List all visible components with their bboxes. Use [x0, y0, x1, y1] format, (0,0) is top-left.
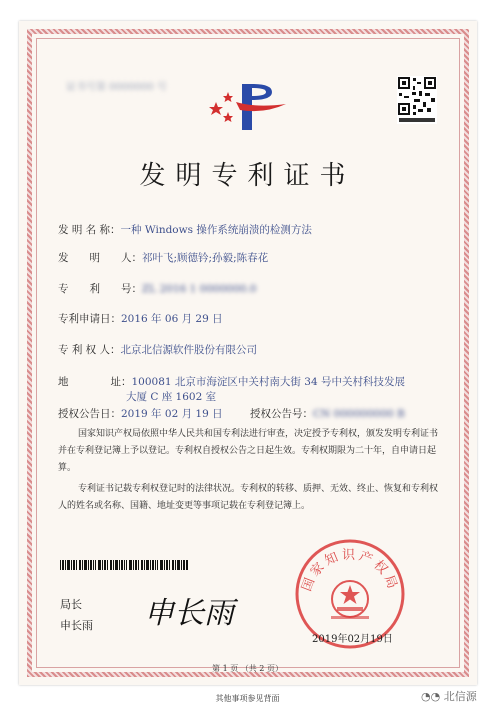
grant-statement-paragraph: 国家知识产权局依照中华人民共和国专利法进行审查，决定授予专利权，颁发发明专利证书并在专利登记簿上予以登记。专利权自授权公告之日起生效。专利权期限为二十年，自申请日起算。 [58, 429, 439, 473]
director-handwritten-signature: 申长雨 [144, 596, 234, 631]
watermark-text: 北信源 [443, 690, 477, 703]
grant-number-value: CN 000000000 B [313, 408, 405, 420]
watermark [421, 688, 477, 704]
field-filing-date [58, 311, 223, 326]
patent-number-label: 专 利 号： [58, 283, 142, 295]
field-grant-date [58, 406, 223, 421]
grant-date-value: 2019 年 02 月 19 日 [121, 408, 223, 420]
patent-number-value: ZL 2016 1 0000000.0 [142, 283, 257, 295]
director-title: 局长 [60, 598, 82, 611]
patentee-label: 专 利 权 人： [58, 344, 121, 356]
certificate-title: 发明专利证书 [139, 161, 356, 191]
page-indicator: 第 1 页 （共 2 页） [212, 664, 283, 673]
field-patent-number [58, 281, 256, 296]
patentee-value: 北京北信源软件股份有限公司 [120, 344, 258, 356]
inventor-value: 祁叶飞;顾德钤;孙毅;陈春花 [142, 252, 269, 264]
grant-date-label: 授权公告日： [58, 408, 121, 420]
seal-date: 2019年02月19日 [312, 634, 393, 645]
field-address [58, 374, 405, 389]
footer-note: 其他事项参见背面 [215, 694, 280, 703]
barcode-icon [60, 560, 188, 570]
address-label: 地 址： [58, 376, 132, 388]
invention-name-value: 一种 Windows 操作系统崩溃的检测方法 [120, 224, 312, 236]
filing-date-value: 2016 年 06 月 29 日 [121, 313, 223, 325]
field-grant-number [250, 406, 405, 421]
field-patentee [58, 342, 257, 357]
seal-text: 国家知识产权局 [299, 548, 401, 594]
certificate-serial-number: 证书号第 0000000 号 [66, 82, 167, 93]
cnipa-logo-icon [206, 78, 292, 134]
inventor-label: 发 明 人： [58, 252, 142, 264]
address-line-1: 100081 北京市海淀区中关村南大街 34 号中关村科技发展 [131, 376, 405, 388]
field-inventor [58, 250, 268, 265]
field-invention-name [58, 222, 312, 237]
wechat-icon: ◔◔ [421, 690, 441, 703]
grant-number-label: 授权公告号： [250, 408, 313, 420]
filing-date-label: 专利申请日： [58, 313, 121, 325]
address-line-2: 大厦 C 座 1602 室 [126, 391, 217, 403]
director-name: 申长雨 [60, 619, 93, 632]
qr-code-icon [397, 76, 437, 124]
legal-status-paragraph: 专利证书记载专利权登记时的法律状况。专利权的转移、质押、无效、终止、恢复和专利权人的姓名或名称、国籍、地址变更等事项记载在专利登记簿上。 [58, 484, 439, 511]
invention-name-label: 发 明 名 称： [58, 224, 121, 236]
